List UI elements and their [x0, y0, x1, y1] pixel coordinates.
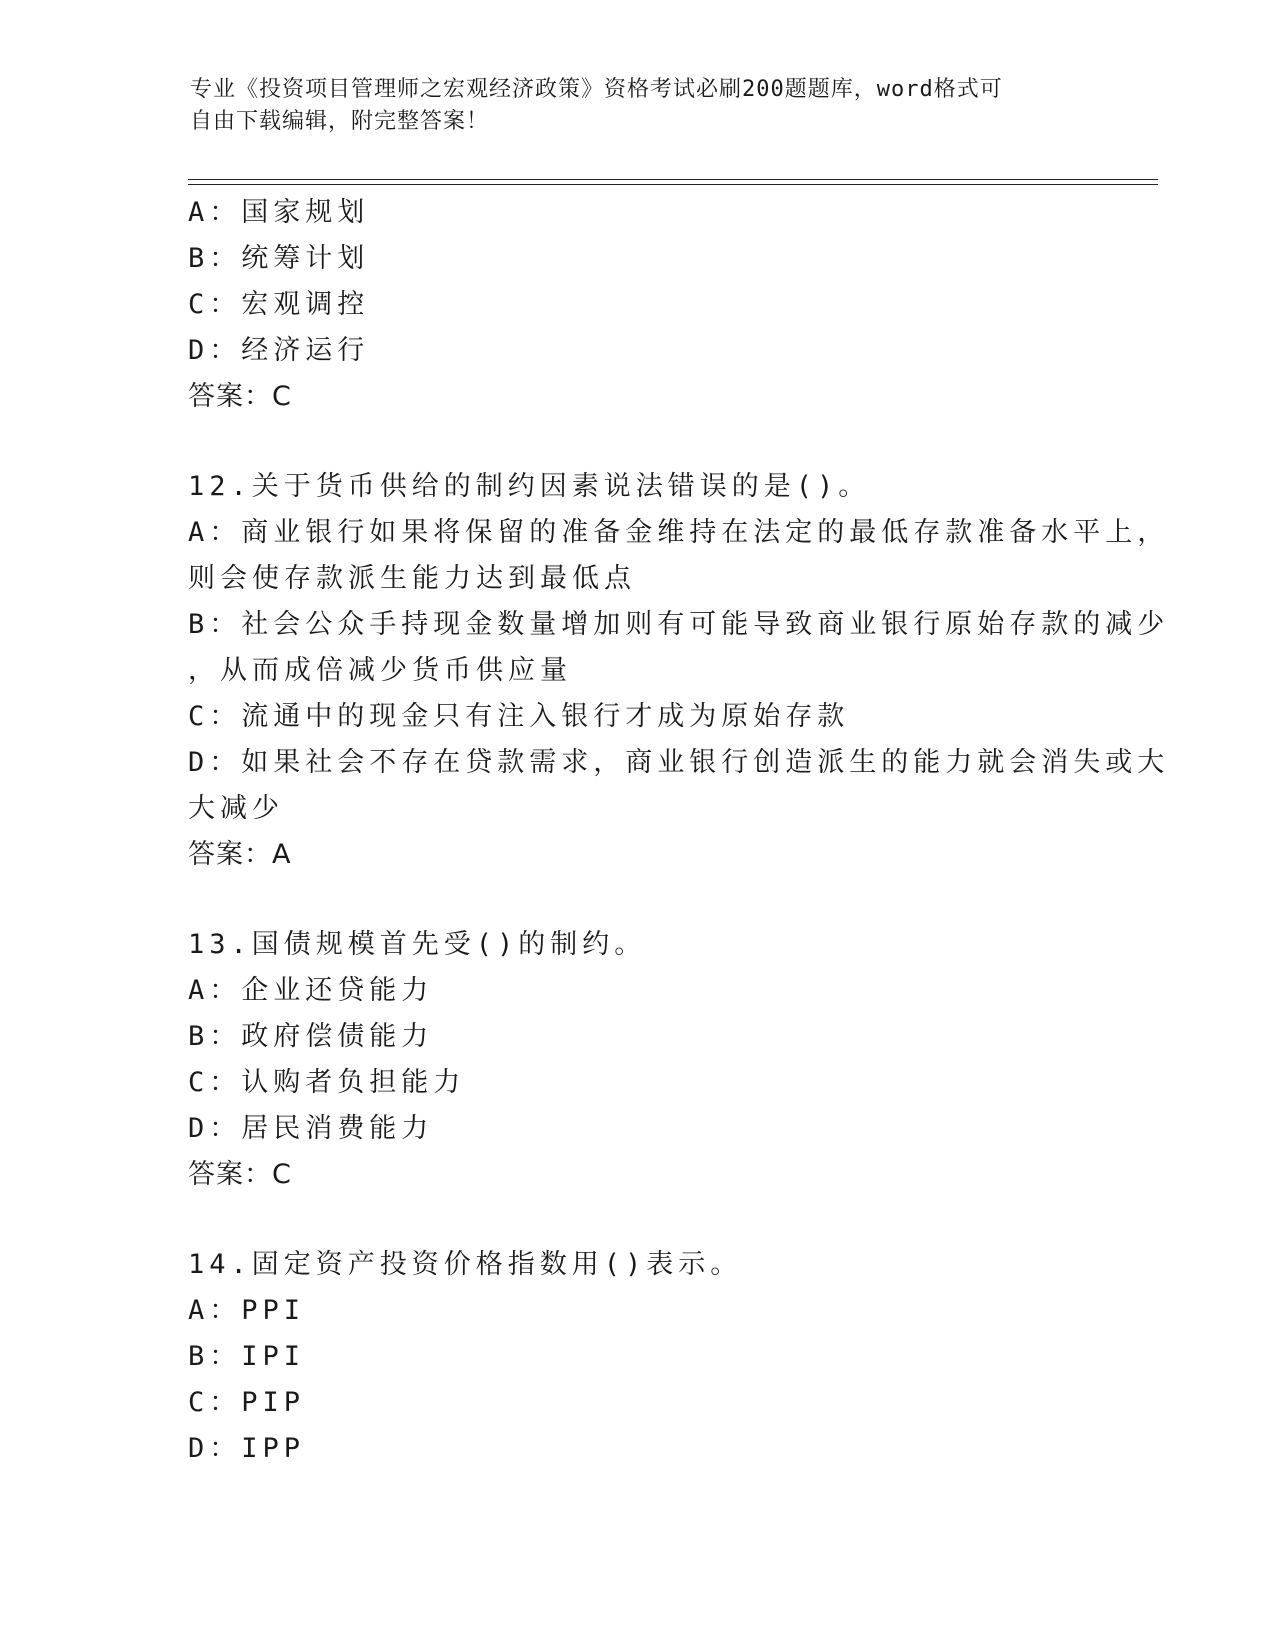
- option-a: A：PPI: [188, 1295, 306, 1326]
- option-d-line-2: 大减少: [188, 793, 284, 824]
- option-a-line-2: 则会使存款派生能力达到最低点: [188, 563, 636, 594]
- question-stem: 12.关于货币供给的制约因素说法错误的是()。: [188, 471, 871, 502]
- answer: 答案：C: [188, 381, 292, 412]
- answer: 答案：C: [188, 1159, 292, 1190]
- document-header: [190, 74, 1090, 138]
- question-14: [188, 1242, 1088, 1472]
- header-rule-top: [188, 179, 1158, 180]
- option-b-line-1: B：社会公众手持现金数量增加则有可能导致商业银行原始存款的减少: [188, 609, 1170, 640]
- option-b: B：统筹计划: [188, 243, 370, 274]
- option-d: D：经济运行: [188, 335, 370, 366]
- option-c: C：认购者负担能力: [188, 1067, 466, 1098]
- answer: 答案：A: [188, 839, 292, 870]
- option-a: A：企业还贷能力: [188, 975, 434, 1006]
- header-line-2: 自由下载编辑，附完整答案！: [190, 109, 490, 134]
- option-c: C：宏观调控: [188, 289, 370, 320]
- question-12: [188, 464, 1170, 878]
- option-d-line-1: D：如果社会不存在贷款需求，商业银行创造派生的能力就会消失或大: [188, 747, 1170, 778]
- question-11: [188, 190, 1088, 420]
- option-b: B：政府偿债能力: [188, 1021, 434, 1052]
- question-list: [188, 190, 1170, 1472]
- option-a-line-1: A：商业银行如果将保留的准备金维持在法定的最低存款准备水平上，: [188, 517, 1170, 548]
- option-b: B：IPI: [188, 1341, 306, 1372]
- option-c: C：PIP: [188, 1387, 306, 1418]
- header-line-1: 专业《投资项目管理师之宏观经济政策》资格考试必刷200题题库，word格式可: [190, 77, 1003, 102]
- option-d: D：居民消费能力: [188, 1113, 434, 1144]
- question-13: [188, 922, 1088, 1198]
- header-rule-bottom: [188, 184, 1158, 185]
- option-c: C：流通中的现金只有注入银行才成为原始存款: [188, 701, 850, 732]
- option-b-line-2: ，从而成倍减少货币供应量: [188, 655, 572, 686]
- question-stem: 14.固定资产投资价格指数用()表示。: [188, 1249, 743, 1280]
- option-a: A：国家规划: [188, 197, 370, 228]
- option-d: D：IPP: [188, 1433, 306, 1464]
- question-stem: 13.国债规模首先受()的制约。: [188, 929, 647, 960]
